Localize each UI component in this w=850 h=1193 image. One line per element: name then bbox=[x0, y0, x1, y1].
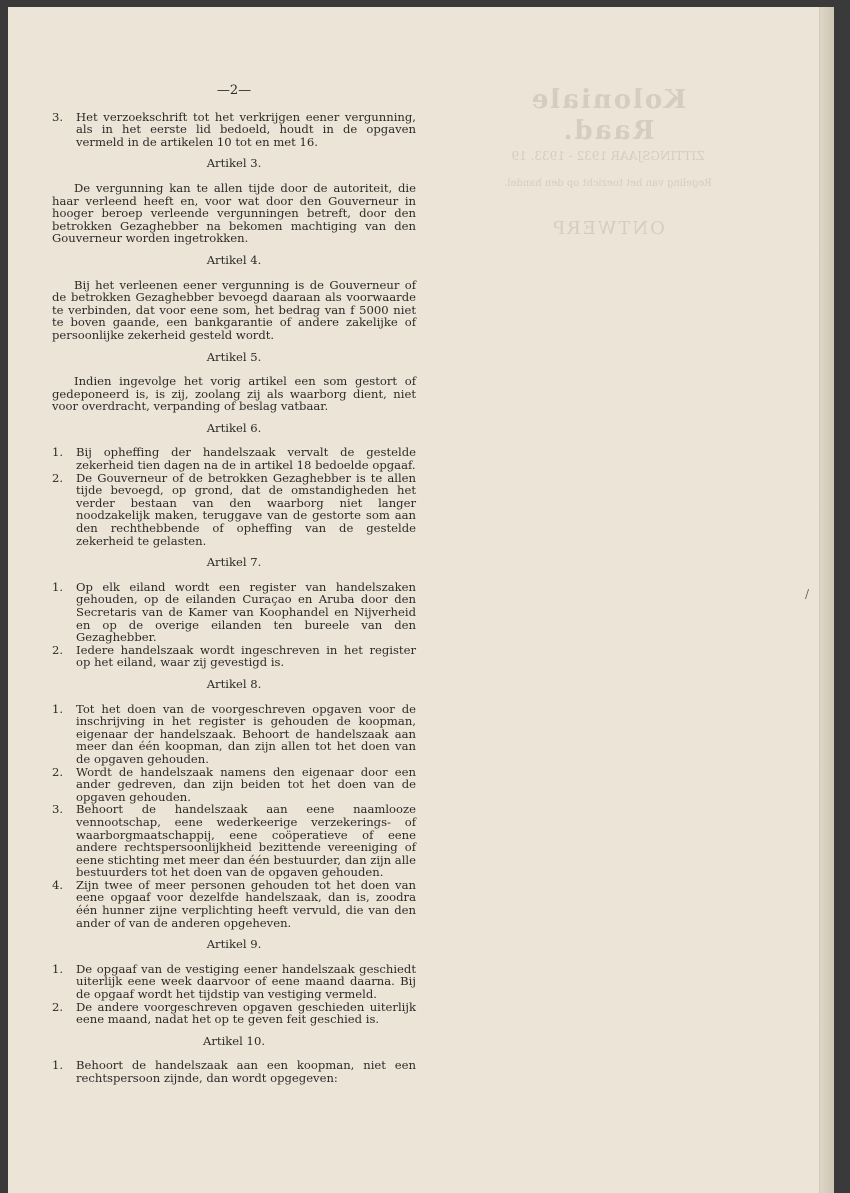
item-number: 3. bbox=[52, 109, 64, 124]
article-item bbox=[52, 1059, 416, 1084]
item-text: Het verzoekschrift tot het verkrijgen eener vergunning, als in het eerste lid bedoeld, houdt in de opgaven vermeld in de artikelen 10 tot en met 16. bbox=[76, 109, 416, 149]
article-item bbox=[52, 644, 416, 669]
item-text: Bij opheffing der handelszaak vervalt de gestelde zekerheid tien dagen na de in artikel 18 bedoelde opgaaf. bbox=[76, 445, 416, 473]
show-through-line3: ONTWERP bbox=[551, 217, 665, 239]
item-text: De opgaaf van de vestiging eener handelszaak geschiedt uiterlijk eene week daarvoor of eene maand daarna. Bij de opgaaf wordt het tijdstip van vestiging vermeld. bbox=[76, 961, 416, 1002]
item-number: 2. bbox=[52, 642, 64, 657]
article-paragraph: Indien ingevolge het vorig artikel een som gestort of gedeponeerd is, is zij, zoolang zij als waarborg dient, niet voor overdracht, verpanding of beslag vatbaar. bbox=[52, 374, 416, 414]
article-heading: Artikel 9. bbox=[206, 937, 262, 952]
item-text: Wordt de handelszaak namens den eigenaar door een ander gedreven, dan zijn beiden tot het doen van de opgaven gehouden. bbox=[76, 764, 416, 804]
article-heading: Artikel 6. bbox=[206, 420, 262, 435]
article-paragraph: De vergunning kan te allen tijde door de autoriteit, die haar verleend heeft en, voor wat door den Gouverneur in hooger beroep verleende vergunningen betreft, door den betrokken Gezaghebber na bekomen machtiging van den Gouverneur worden ingetrokken. bbox=[52, 180, 416, 246]
item-number: 1. bbox=[52, 445, 64, 460]
article-heading: Artikel 3. bbox=[206, 156, 262, 171]
article-heading: Artikel 7. bbox=[206, 555, 262, 570]
item-number: 1. bbox=[52, 961, 64, 976]
item-number: 3. bbox=[52, 802, 64, 817]
show-through-line1: ZITTINGSJAAR 1932 - 1933. 19 bbox=[511, 149, 705, 164]
item-text: Behoort de handelszaak aan een koopman, niet een rechtspersoon zijnde, dan wordt opgegeven: bbox=[76, 1058, 416, 1085]
item-text: De Gouverneur of de betrokken Gezaghebber is te allen tijde bevoegd, op grond, dat de omstandigheden het verder bestaan van den waarborg niet langer noodzakelijk maken, teruggave van de gestorte som aan den rechthebbende of opheffing van de gestelde zekerheid te gelasten. bbox=[76, 470, 416, 548]
page-number: —2— bbox=[216, 83, 252, 98]
show-through-text bbox=[478, 85, 738, 239]
text-column bbox=[52, 85, 416, 1085]
article-heading: Artikel 8. bbox=[206, 676, 262, 691]
item-text: Op elk eiland wordt een register van handelszaken gehouden, op de eilanden Curaçao en Aruba door den Secretaris van de Kamer van Koophandel en Nijverheid en op de overige eilanden ten bureele van den Gezaghebber. bbox=[76, 579, 416, 645]
article-item bbox=[52, 1001, 416, 1026]
article-item bbox=[52, 766, 416, 804]
article-item bbox=[52, 879, 416, 929]
item-number: 1. bbox=[52, 579, 64, 594]
articles bbox=[52, 111, 416, 1085]
page-fold bbox=[819, 7, 834, 1193]
article-item bbox=[52, 963, 416, 1001]
item-text: Behoort de handelszaak aan eene naamlooze vennootschap, eene wederkeerige verzekerings- of waarborgmaatschappij, eene coöperatieve of eene andere rechtspersoonlijkheid bezittende vereeniging of eene stichting met meer dan één bestuurder, dan zijn alle bestuurders tot het doen van de opgaven gehouden. bbox=[76, 802, 416, 880]
item-text: Tot het doen van de voorgeschreven opgaven voor de inschrijving in het register is gehouden de koopman, eigenaar der handelszaak. Behoort de handelszaak aan meer dan één koopman, dan zijn allen tot het doen van de opgaven gehouden. bbox=[76, 701, 416, 766]
item-text: Zijn twee of meer personen gehouden tot het doen van eene opgaaf voor dezelfde handelszaak, dan is, zoodra één hunner zijne verplichting heeft vervuld, die van den ander of van de anderen opgeheven. bbox=[76, 877, 416, 930]
article-heading: Artikel 5. bbox=[206, 349, 262, 364]
show-through-title: Koloniale Raad. bbox=[529, 85, 687, 147]
article-item bbox=[52, 703, 416, 766]
item-number: 2. bbox=[52, 764, 64, 779]
article-item bbox=[52, 446, 416, 471]
item-text: Iedere handelszaak wordt ingeschreven in het register op het eiland, waar zij gevestigd is. bbox=[76, 642, 416, 670]
show-through-line2: Regeling van het toezicht op den handel. bbox=[504, 177, 712, 189]
document-page bbox=[8, 7, 834, 1193]
item-number: 2. bbox=[52, 470, 64, 485]
article-heading: Artikel 4. bbox=[206, 252, 262, 267]
article-paragraph: Bij het verleenen eener vergunning is de Gouverneur of de betrokken Gezaghebber bevoegd daaraan als voorwaarde te verbinden, dat voor eene som, het bedrag van f 5000 niet te boven gaande, een bankgarantie of andere zakelijke of persoonlijke zekerheid gesteld wordt. bbox=[52, 277, 416, 342]
item-number: 2. bbox=[52, 999, 64, 1014]
article-heading: Artikel 10. bbox=[203, 1033, 265, 1048]
item-number: 4. bbox=[52, 877, 64, 892]
item-number: 1. bbox=[52, 701, 64, 716]
stray-mark: / bbox=[805, 587, 810, 601]
item-text: De andere voorgeschreven opgaven geschieden uiterlijk eene maand, nadat het op te geven feit geschied is. bbox=[76, 999, 416, 1027]
article-item bbox=[52, 803, 416, 879]
article-item bbox=[52, 581, 416, 644]
article-item bbox=[52, 111, 416, 149]
article-item bbox=[52, 472, 416, 548]
item-number: 1. bbox=[52, 1058, 64, 1073]
